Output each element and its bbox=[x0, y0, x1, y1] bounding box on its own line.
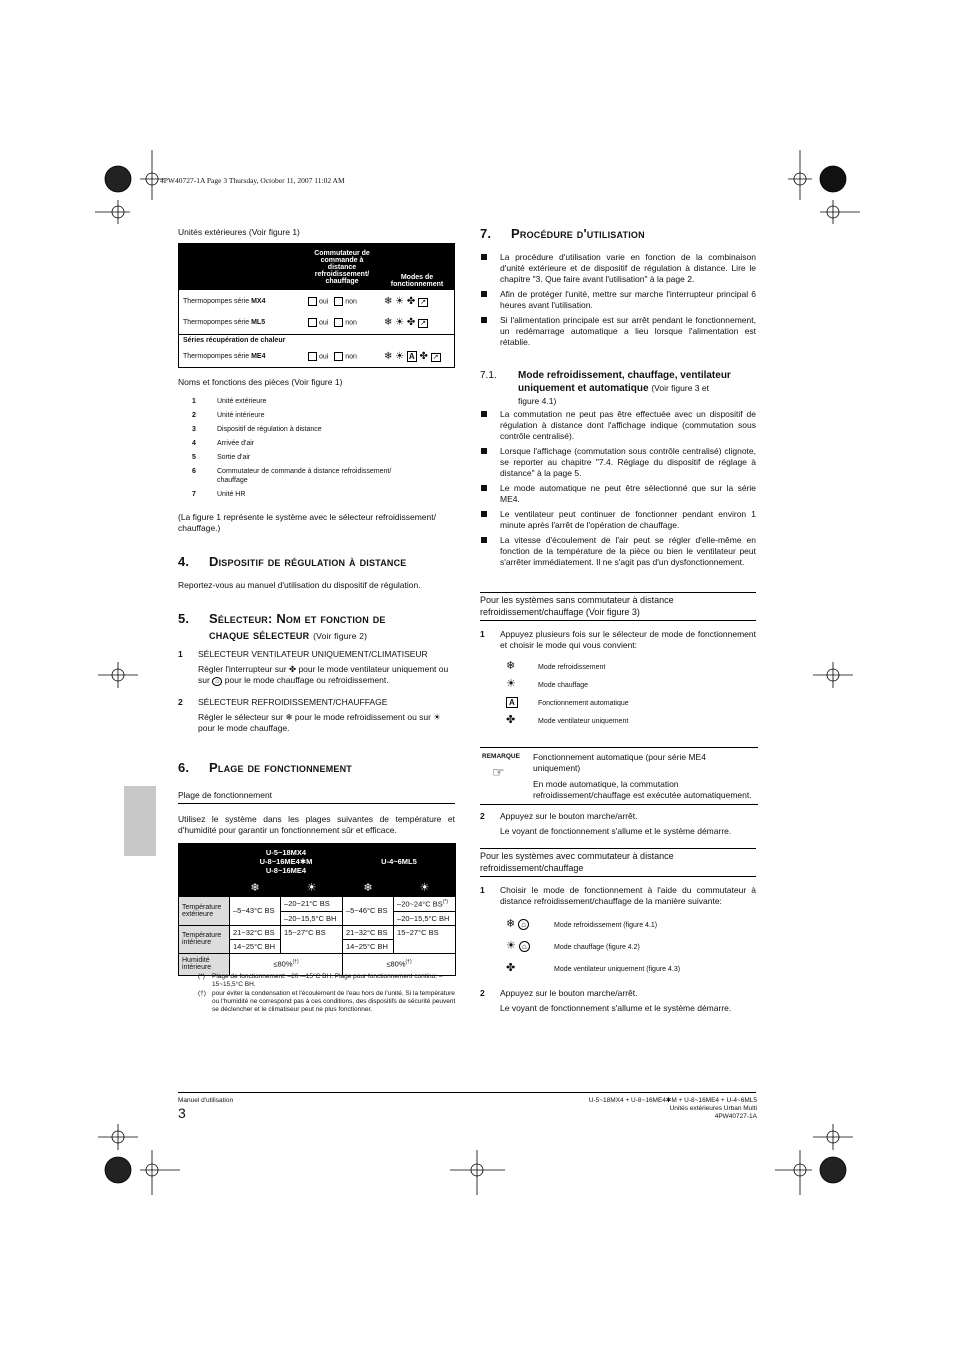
cool-icon: ❄ bbox=[342, 879, 393, 897]
section-7-1-bullets bbox=[480, 409, 756, 568]
list-item: Si l'alimentation principale est sur arrêt pendant le fonctionnement, un redémarrage automatique a lieu lorsque l'alimentation est rétablie. bbox=[480, 315, 756, 348]
cool-icon: ❄ bbox=[230, 879, 281, 897]
parts-list: 1 Unité extérieure 2 Unité intérieure 3 Dispositif de régulation à distance 4 Arrivée d'air 5 Sortie d'air 6 Commutateur de commande à distance refroidissement/ chauffage 7 Unité HR bbox=[192, 398, 392, 498]
section-4-text: Reportez-vous au manuel d'utilisation du dispositif de régulation. bbox=[178, 580, 421, 590]
list-item: La vitesse d'écoulement de l'air peut se régler d'elle-même en fonction de la température de la pièce ou bien le ventilateur peut s'arrêter immédiatement. Il ne s'agit pas d'un dysfonctionnement. bbox=[480, 535, 756, 568]
heat-icon: ☀ bbox=[433, 712, 441, 722]
fan-icon: ✤ bbox=[506, 962, 516, 974]
section-5-items: 1 SÉLECTEUR VENTILATEUR UNIQUEMENT/CLIMATISEUR Régler l'interrupteur sur ✤ pour le mode ventilateur uniquement ou sur ⌂ pour le mode chauffage ou refroidissement. 2 SÉLECTEUR REFROIDISSEMENT/CHAUFFAGE Régler le sélecteur sur ❄ pour le mode refroidissement ou sur ☀ pour le mode chauffage. bbox=[178, 649, 449, 733]
page-number: 3 bbox=[178, 1105, 186, 1121]
list-item: Le ventilateur peut continuer de fonctionner pendant environ 1 minute après l'arrêt de l'opération de chauffage. bbox=[480, 509, 756, 531]
list-item: La procédure d'utilisation varie en fonction de la combinaison d'unité extérieure et de dispositif de régulation à distance. Lire le chapitre "3. Que faire avant l'utilisation" à la page 2. bbox=[480, 252, 756, 285]
pointing-hand-icon: ☞ bbox=[492, 764, 505, 780]
heat-icon: ☀ bbox=[281, 879, 343, 897]
cool-icon: ❄ bbox=[285, 712, 293, 722]
fan-icon: ✤ bbox=[506, 714, 516, 726]
section-6-heading: 6. Plage de fonctionnement bbox=[178, 760, 352, 775]
figure-note: (La figure 1 représente le système avec le sélecteur refroidissement/ chauffage.) bbox=[178, 512, 436, 533]
outdoor-units-table: Commutateur de commande à distance refroidissement/ chauffage Modes de fonctionnement Thermopompes série MX4 oui non ❄ ☀ ✤ ↗ Thermopompes série ML5 oui non ❄ ☀ ✤ ↗ Séries récupération de chaleur Thermopompes série ME4 oui non ❄ ☀ A ✤ ↗ bbox=[178, 243, 455, 368]
section-6-text: Utilisez le système dans les plages suivantes de température et d'humidité pour garantir un fonctionnement sûr et efficace. bbox=[178, 814, 455, 835]
list-item: Afin de protéger l'unité, mettre sur marche l'interrupteur principal 6 heures avant l'utilisation. bbox=[480, 289, 756, 311]
parts-caption: Noms et fonctions des pièces (Voir figure 1) bbox=[178, 377, 343, 387]
list-item: La commutation ne peut pas être effectuée avec un dispositif de régulation à distance dont l'affichage indique (commutation sous contrôle centralisé). bbox=[480, 409, 756, 442]
system-b-step-1: 1 Choisir le mode de fonctionnement à l'aide du commutateur à distance refroidissement/chauffage de la manière suivante: bbox=[480, 885, 756, 906]
operating-range-table: U-5~18MX4 U-8~16ME4✱M U-8~16ME4 U-4~6ML5 ❄ ☀ ❄ ☀ Température extérieure –5~43°C BS –20~21°C BS –5~46°C BS –20~24°C BS(*) –20~15,5°C BH –20~15,5°C BH Température intérieure 21~32°C BS 15~27°C BS 21~32°C BS 15~27°C BS 14~25°C BH 14~25°C BH Humidité intérieure ≤80%(†) ≤80%(†) bbox=[178, 843, 456, 976]
list-item: Lorsque l'affichage (commutation sous contrôle centralisé) clignote, se reporter au chapitre "7.4. Réglage du dispositif de réglage à distance" à la page 5. bbox=[480, 446, 756, 479]
section-7-heading: 7. Procédure d'utilisation bbox=[480, 226, 645, 241]
head-modes: Modes de fonctionnement bbox=[380, 244, 455, 291]
table-row: Thermopompes série ME4 bbox=[183, 352, 266, 360]
print-header: 4PW40727-1A Page 3 Thursday, October 11, 2007 11:02 AM bbox=[160, 176, 345, 185]
section-6-subtitle: Plage de fonctionnement bbox=[178, 790, 455, 804]
auto-icon: A bbox=[506, 698, 538, 708]
models-b: U-4~6ML5 bbox=[342, 844, 455, 879]
footer-models: U-5~18MX4 + U-8~16ME4✱M + U-8~16ME4 + U-4~6ML5 Unités extérieures Urban Multi 4PW40727-1A bbox=[588, 1097, 757, 1120]
section-5-heading: 5. Sélecteur: Nom et fonction de chaque sélecteur (Voir figure 2) bbox=[178, 611, 386, 642]
remark-text-1: Fonctionnement automatique (pour série ME4 uniquement) bbox=[533, 752, 706, 773]
table-row: Thermopompes série MX4 bbox=[183, 297, 266, 305]
system-a-title: Pour les systèmes sans commutateur à distance refroidissement/chauffage (Voir figure 3) bbox=[480, 592, 756, 621]
side-tab bbox=[124, 786, 156, 856]
mode-icons: ❄ ☀ ✤ ↗ bbox=[384, 295, 426, 307]
footer-manual: Manuel d'utilisation bbox=[178, 1097, 234, 1104]
system-b-step-2: 2 Appuyez sur le bouton marche/arrêt. Le voyant de fonctionnement s'allume et le système démarre. bbox=[480, 988, 732, 1013]
fan-icon: ✤ bbox=[288, 664, 297, 674]
models-a: U-5~18MX4 U-8~16ME4✱M U-8~16ME4 bbox=[230, 844, 343, 879]
mode-list-b: ❄ ⌂ Mode refroidissement (figure 4.1) ☀ ⌂ Mode chauffage (figure 4.2) ✤ Mode ventilateur uniquement (figure 4.3) bbox=[506, 918, 681, 974]
remark-text-2: En mode automatique, la commutation refroidissement/chauffage est exécutée automatiquement. bbox=[533, 779, 752, 800]
cool-icon: ❄ bbox=[506, 660, 516, 672]
remark-box bbox=[480, 747, 758, 805]
cool-icon: ❄ ⌂ bbox=[506, 920, 554, 929]
outdoor-units-caption: Unités extérieures (Voir figure 1) bbox=[178, 227, 300, 237]
table-section: Séries récupération de chaleur bbox=[183, 336, 286, 344]
list-item: Le mode automatique ne peut être sélectionné que sur la série ME4. bbox=[480, 483, 756, 505]
section-7-bullets bbox=[480, 252, 756, 348]
footnotes: (*) Plage de fonctionnement: –20~–15°C BH. Plage pour fonctionnement continu: –15~15,5°C BH. (†) pour éviter la condensation et l'écoulement de l'eau hors de l'unité. Si la température ou l'humidité ne correspond pas à ces conditions, des dispositifs de sécurité peuvent se déclencher et le climatiseur peut ne plus fonctionner. bbox=[198, 973, 456, 1013]
table-row: Thermopompes série ML5 bbox=[183, 319, 266, 327]
mode-icons: ❄ ☀ ✤ ↗ bbox=[384, 317, 426, 329]
heat-icon: ☀ bbox=[394, 879, 456, 897]
head-switch: Commutateur de commande à distance refroidissement/ chauffage bbox=[304, 244, 380, 291]
section-4-heading: 4. Dispositif de régulation à distance bbox=[178, 554, 407, 569]
remark-label: REMARQUE bbox=[482, 753, 520, 760]
thermometer-icon: ⌂ bbox=[212, 677, 222, 686]
mode-icons: ❄ ☀ A ✤ ↗ bbox=[384, 350, 439, 362]
system-a-step-2: 2 Appuyez sur le bouton marche/arrêt. Le voyant de fonctionnement s'allume et le système démarre. bbox=[480, 811, 732, 836]
mode-list: ❄ Mode refroidissement ☀ Mode chauffage A Fonctionnement automatique ✤ Mode ventilateur uniquement bbox=[506, 660, 629, 726]
footer-rule bbox=[178, 1092, 756, 1093]
system-a-step-1: 1 Appuyez plusieurs fois sur le sélecteur de mode de fonctionnement et choisir le mode qui vous convient: bbox=[480, 629, 756, 650]
system-b-title: Pour les systèmes avec commutateur à distance refroidissement/chauffage bbox=[480, 848, 756, 877]
section-7-1-heading: 7.1. Mode refroidissement, chauffage, ventilateur uniquement et automatique (Voir figure 3 et figure 4.1) bbox=[480, 370, 731, 406]
heat-icon: ☀ ⌂ bbox=[506, 942, 554, 951]
heat-icon: ☀ bbox=[506, 678, 516, 690]
